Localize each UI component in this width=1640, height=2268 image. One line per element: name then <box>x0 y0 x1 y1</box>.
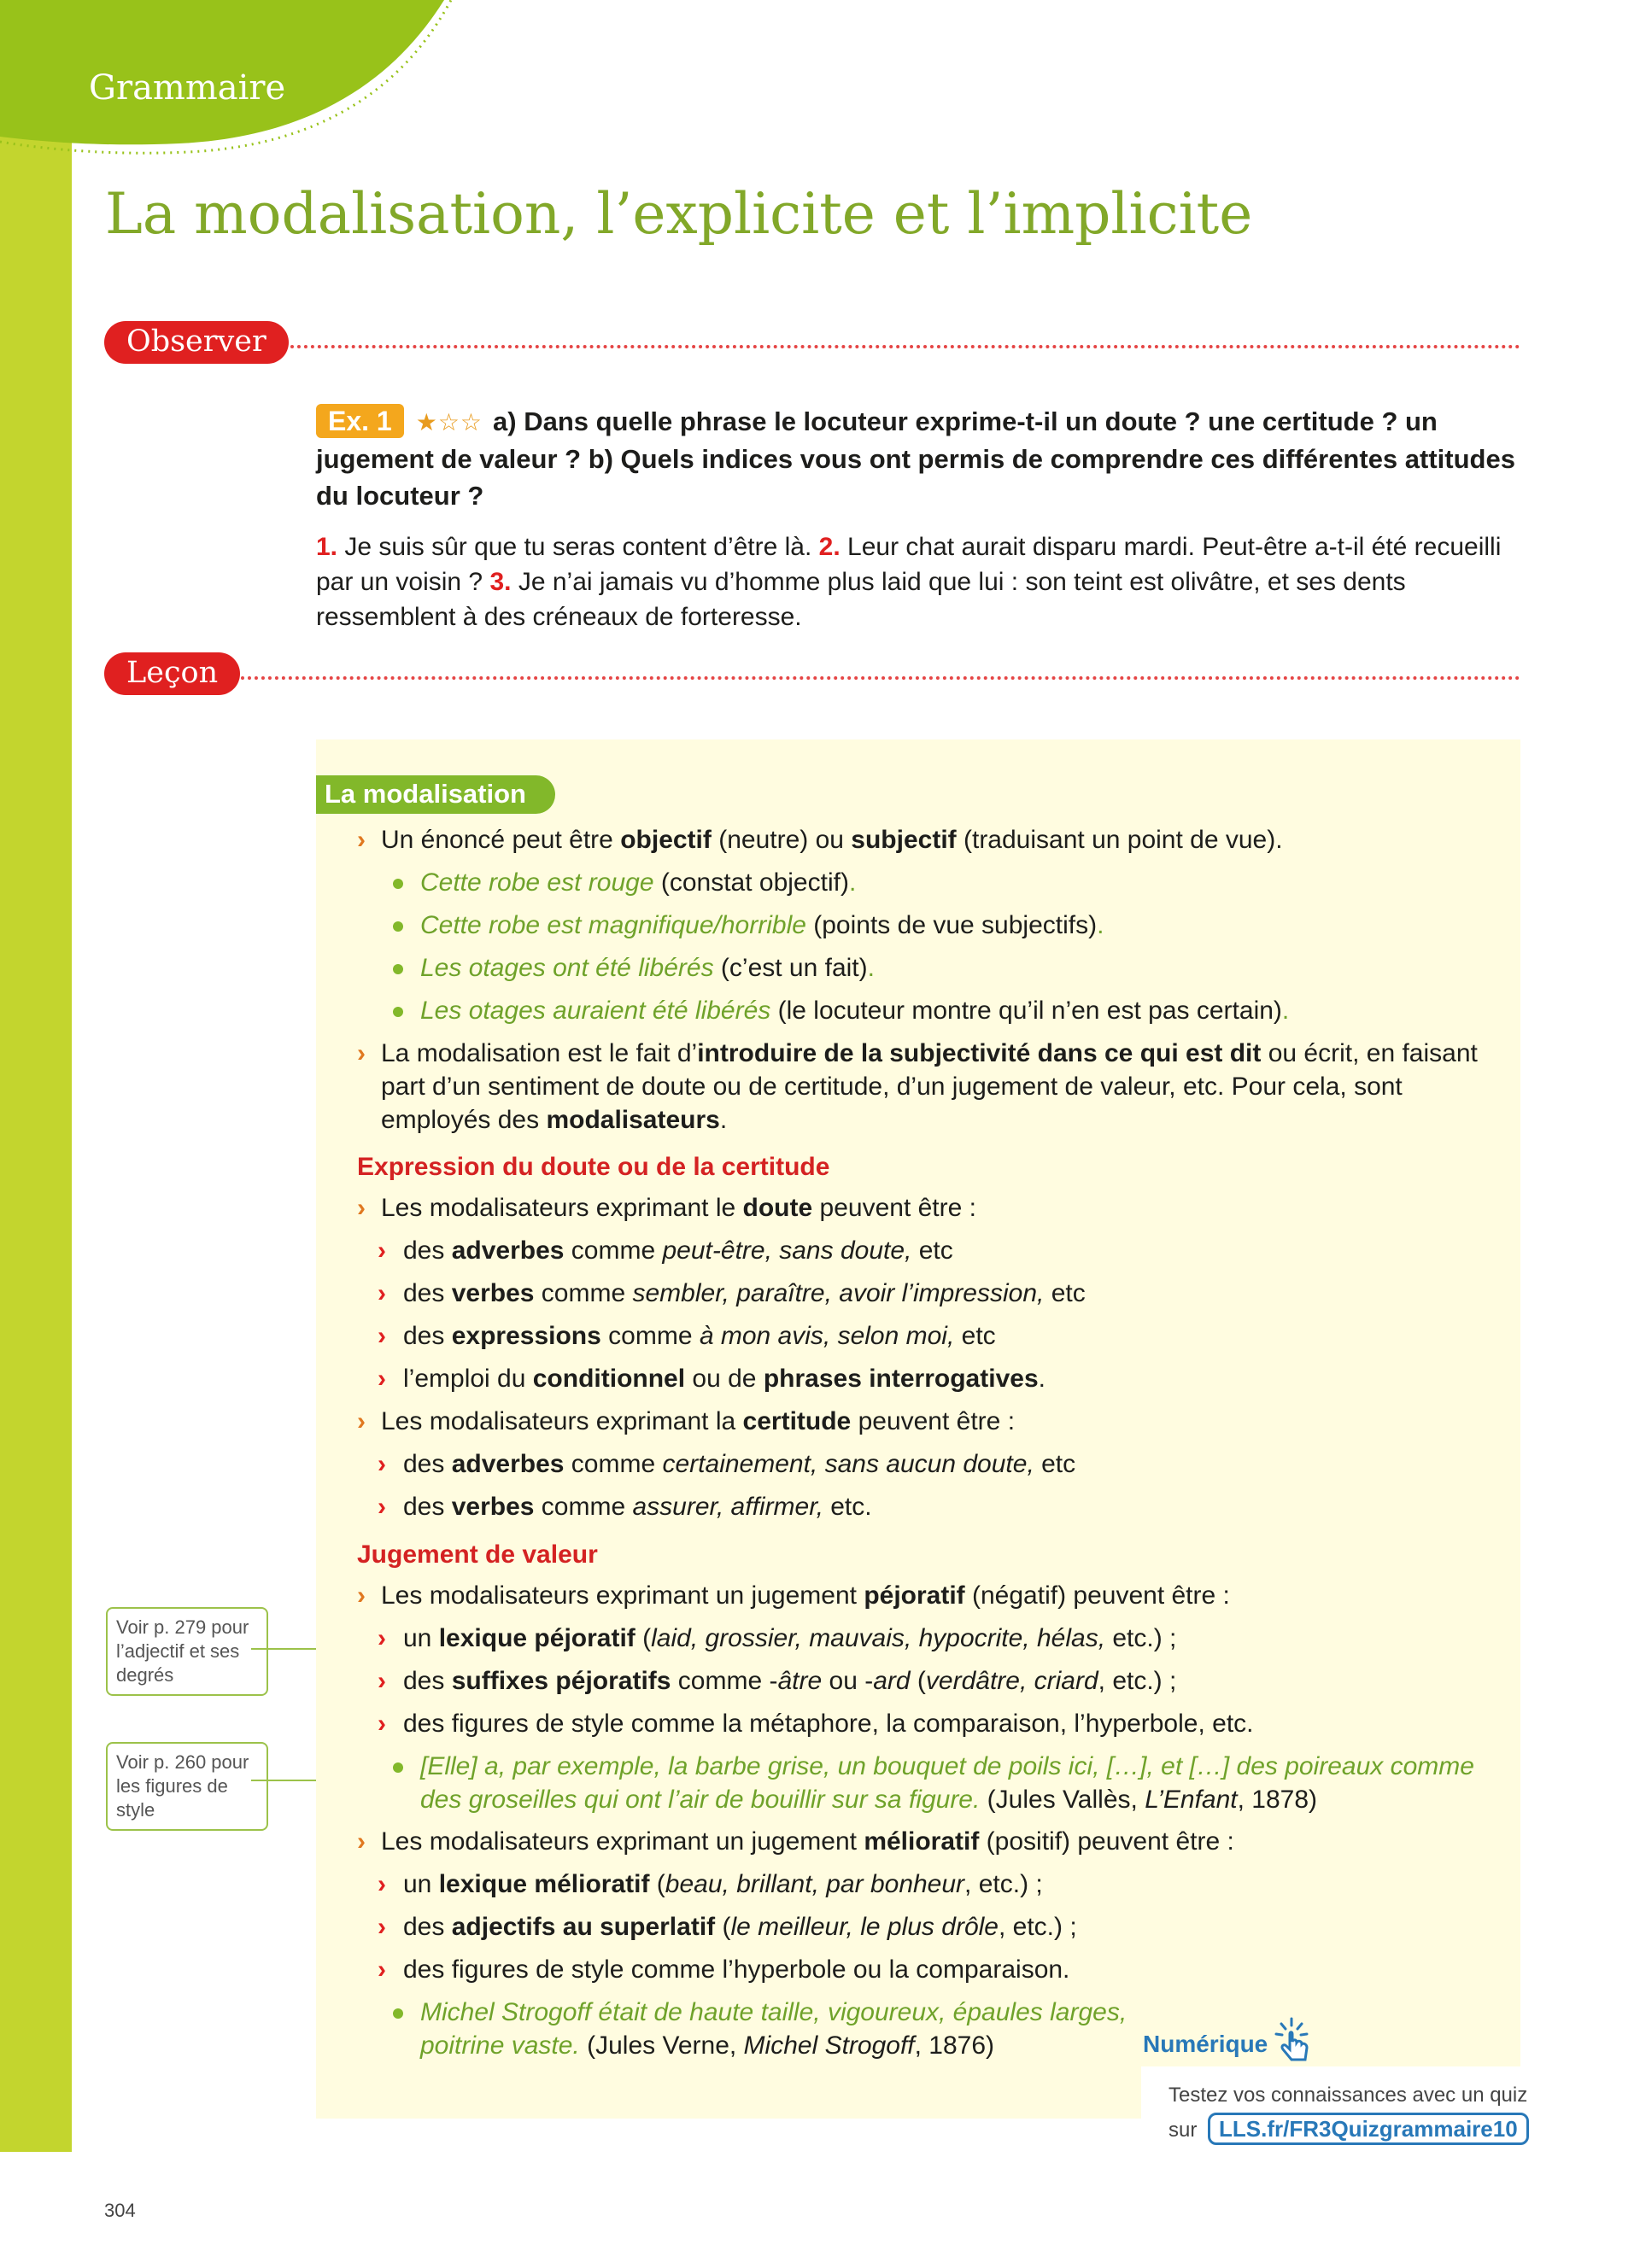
list-item: › un lexique péjoratif (laid, grossier, mauvais, hypocrite, hélas, etc.) ; <box>357 1622 1485 1656</box>
list-item: › Un énoncé peut être objectif (neutre) ou subjectif (traduisant un point de vue). <box>357 823 1485 857</box>
lesson-content <box>357 823 1485 2071</box>
subheading-jugement-valeur: Jugement de valeur <box>357 1540 598 1569</box>
section-divider <box>241 676 1520 680</box>
list-item: › des adverbes comme peut-être, sans doute, etc <box>357 1234 1485 1268</box>
list-item: › Les modalisateurs exprimant le doute peuvent être : <box>357 1191 1485 1225</box>
exercise-question <box>316 403 1520 514</box>
sentence-text: Leur chat aurait disparu mardi. Peut-être a-t-il été recueilli par un voisin ? <box>316 533 1502 596</box>
chevron-right-icon: › <box>357 826 366 854</box>
page-number: 304 <box>104 2200 136 2221</box>
list-item: › Les modalisateurs exprimant un jugement mélioratif (positif) peuvent être : <box>357 1825 1485 1859</box>
chevron-right-icon: › <box>378 1236 386 1265</box>
exercise-question-text: a) Dans quelle phrase le locuteur exprime-t-il un doute ? une certitude ? un jugement de valeur ? b) Quels indices vous ont permis de comprendre ces différentes attitudes du locuteur ? <box>316 406 1515 511</box>
quiz-link[interactable]: LLS.fr/FR3Quizgrammaire10 <box>1208 2113 1529 2145</box>
sentence-number: 1. <box>316 533 338 561</box>
chevron-right-icon: › <box>357 1039 366 1067</box>
numerique-label: Numérique <box>1143 2031 1268 2057</box>
list-item: › des adjectifs au superlatif (le meilleur, le plus drôle, etc.) ; <box>357 1910 1485 1944</box>
left-color-band <box>0 0 72 2152</box>
subheading-doute-certitude: Expression du doute ou de la certitude <box>357 1153 830 1181</box>
list-item: › des suffixes péjoratifs comme -âtre ou -ard (verdâtre, criard, etc.) ; <box>357 1664 1485 1698</box>
list-item: › La modalisation est le fait d’introduire de la subjectivité dans ce qui est dit ou écrit, en faisant part d’un sentiment de doute ou de certitude, d’un jugement de valeur, etc. Pour cela, sont employés des modalisateurs. <box>357 1037 1485 1137</box>
lesson-tab: La modalisation <box>316 775 555 814</box>
list-item: › Les modalisateurs exprimant la certitude peuvent être : <box>357 1405 1485 1439</box>
sentence-number: 2. <box>818 533 840 561</box>
list-item: › l’emploi du conditionnel ou de phrases interrogatives. <box>357 1362 1485 1396</box>
section-divider <box>290 345 1520 348</box>
chevron-right-icon: › <box>357 1407 366 1435</box>
example-item: Cette robe est rouge (constat objectif). <box>357 866 1485 900</box>
chevron-right-icon: › <box>378 1624 386 1652</box>
chevron-right-icon: › <box>378 1913 386 1941</box>
chevron-right-icon: › <box>378 1450 386 1478</box>
difficulty-stars-icon: ★☆☆ <box>415 409 483 435</box>
section-observer: Observer <box>104 321 289 364</box>
side-note-figures[interactable]: Voir p. 260 pour les figures de style <box>106 1742 268 1831</box>
pointer-hand-icon <box>1269 2015 1321 2066</box>
exercise-sentences <box>316 529 1520 634</box>
example-item: [Elle] a, par exemple, la barbe grise, un bouquet de poils ici, […], et […] des poireaux comme des groseilles qui ont l’air de bouillir sur sa figure. (Jules Vallès, L’Enfant, 1878) <box>357 1750 1485 1816</box>
example-item: Michel Strogoff était de haute taille, vigoureux, épaules larges, poitrine vaste. (Jules Verne, Michel Strogoff, 1876) <box>357 1996 1172 2062</box>
chevron-right-icon: › <box>378 1322 386 1350</box>
list-item: › un lexique mélioratif (beau, brillant, par bonheur, etc.) ; <box>357 1868 1485 1902</box>
list-item: › des figures de style comme la métaphore, la comparaison, l’hyperbole, etc. <box>357 1707 1485 1741</box>
bullet-dot-icon <box>393 964 403 974</box>
side-note-connector <box>251 1780 316 1781</box>
example-item: Cette robe est magnifique/horrible (points de vue subjectifs). <box>357 909 1485 943</box>
exercise-badge: Ex. 1 <box>316 404 404 438</box>
chapter-tag: Grammaire <box>89 68 286 108</box>
list-item: › Les modalisateurs exprimant un jugement péjoratif (négatif) peuvent être : <box>357 1579 1485 1613</box>
chevron-right-icon: › <box>378 1955 386 1984</box>
list-item: › des adverbes comme certainement, sans aucun doute, etc <box>357 1447 1485 1482</box>
example-item: Les otages auraient été libérés (le locuteur montre qu’il n’en est pas certain). <box>357 994 1485 1028</box>
bullet-dot-icon <box>393 921 403 932</box>
bullet-dot-icon <box>393 1007 403 1017</box>
chevron-right-icon: › <box>357 1581 366 1610</box>
list-item: › des figures de style comme l’hyperbole ou la comparaison. <box>357 1953 1485 1987</box>
side-note-adjectif[interactable]: Voir p. 279 pour l’adjectif et ses degrés <box>106 1607 268 1696</box>
page-title: La modalisation, l’explicite et l’implicite <box>105 181 1253 247</box>
chevron-right-icon: › <box>357 1827 366 1856</box>
quiz-promo <box>1168 2078 1529 2148</box>
chevron-right-icon: › <box>378 1493 386 1521</box>
sentence-text: Je suis sûr que tu seras content d’être là. <box>337 533 819 561</box>
quiz-text: Testez vos connaissances avec un quiz <box>1168 2084 1528 2107</box>
section-lecon: Leçon <box>104 652 240 695</box>
exercise-1 <box>316 403 1520 634</box>
example-item: Les otages ont été libérés (c’est un fait). <box>357 951 1485 985</box>
side-note-connector <box>251 1648 316 1650</box>
sentence-text: Je n’ai jamais vu d’homme plus laid que lui : son teint est olivâtre, et ses dents ressemblent à des créneaux de forteresse. <box>316 568 1406 631</box>
list-item: › des verbes comme sembler, paraître, avoir l’impression, etc <box>357 1277 1485 1311</box>
chevron-right-icon: › <box>378 1279 386 1307</box>
list-item: › des expressions comme à mon avis, selon moi, etc <box>357 1319 1485 1353</box>
chevron-right-icon: › <box>378 1710 386 1738</box>
chevron-right-icon: › <box>378 1667 386 1695</box>
bullet-dot-icon <box>393 879 403 889</box>
sentence-number: 3. <box>489 568 512 596</box>
quiz-sur: sur <box>1168 2119 1198 2142</box>
chevron-right-icon: › <box>378 1870 386 1898</box>
bullet-dot-icon <box>393 1762 403 1773</box>
list-item: › des verbes comme assurer, affirmer, etc. <box>357 1490 1485 1524</box>
chevron-right-icon: › <box>357 1194 366 1222</box>
chevron-right-icon: › <box>378 1365 386 1393</box>
bullet-dot-icon <box>393 2008 403 2019</box>
